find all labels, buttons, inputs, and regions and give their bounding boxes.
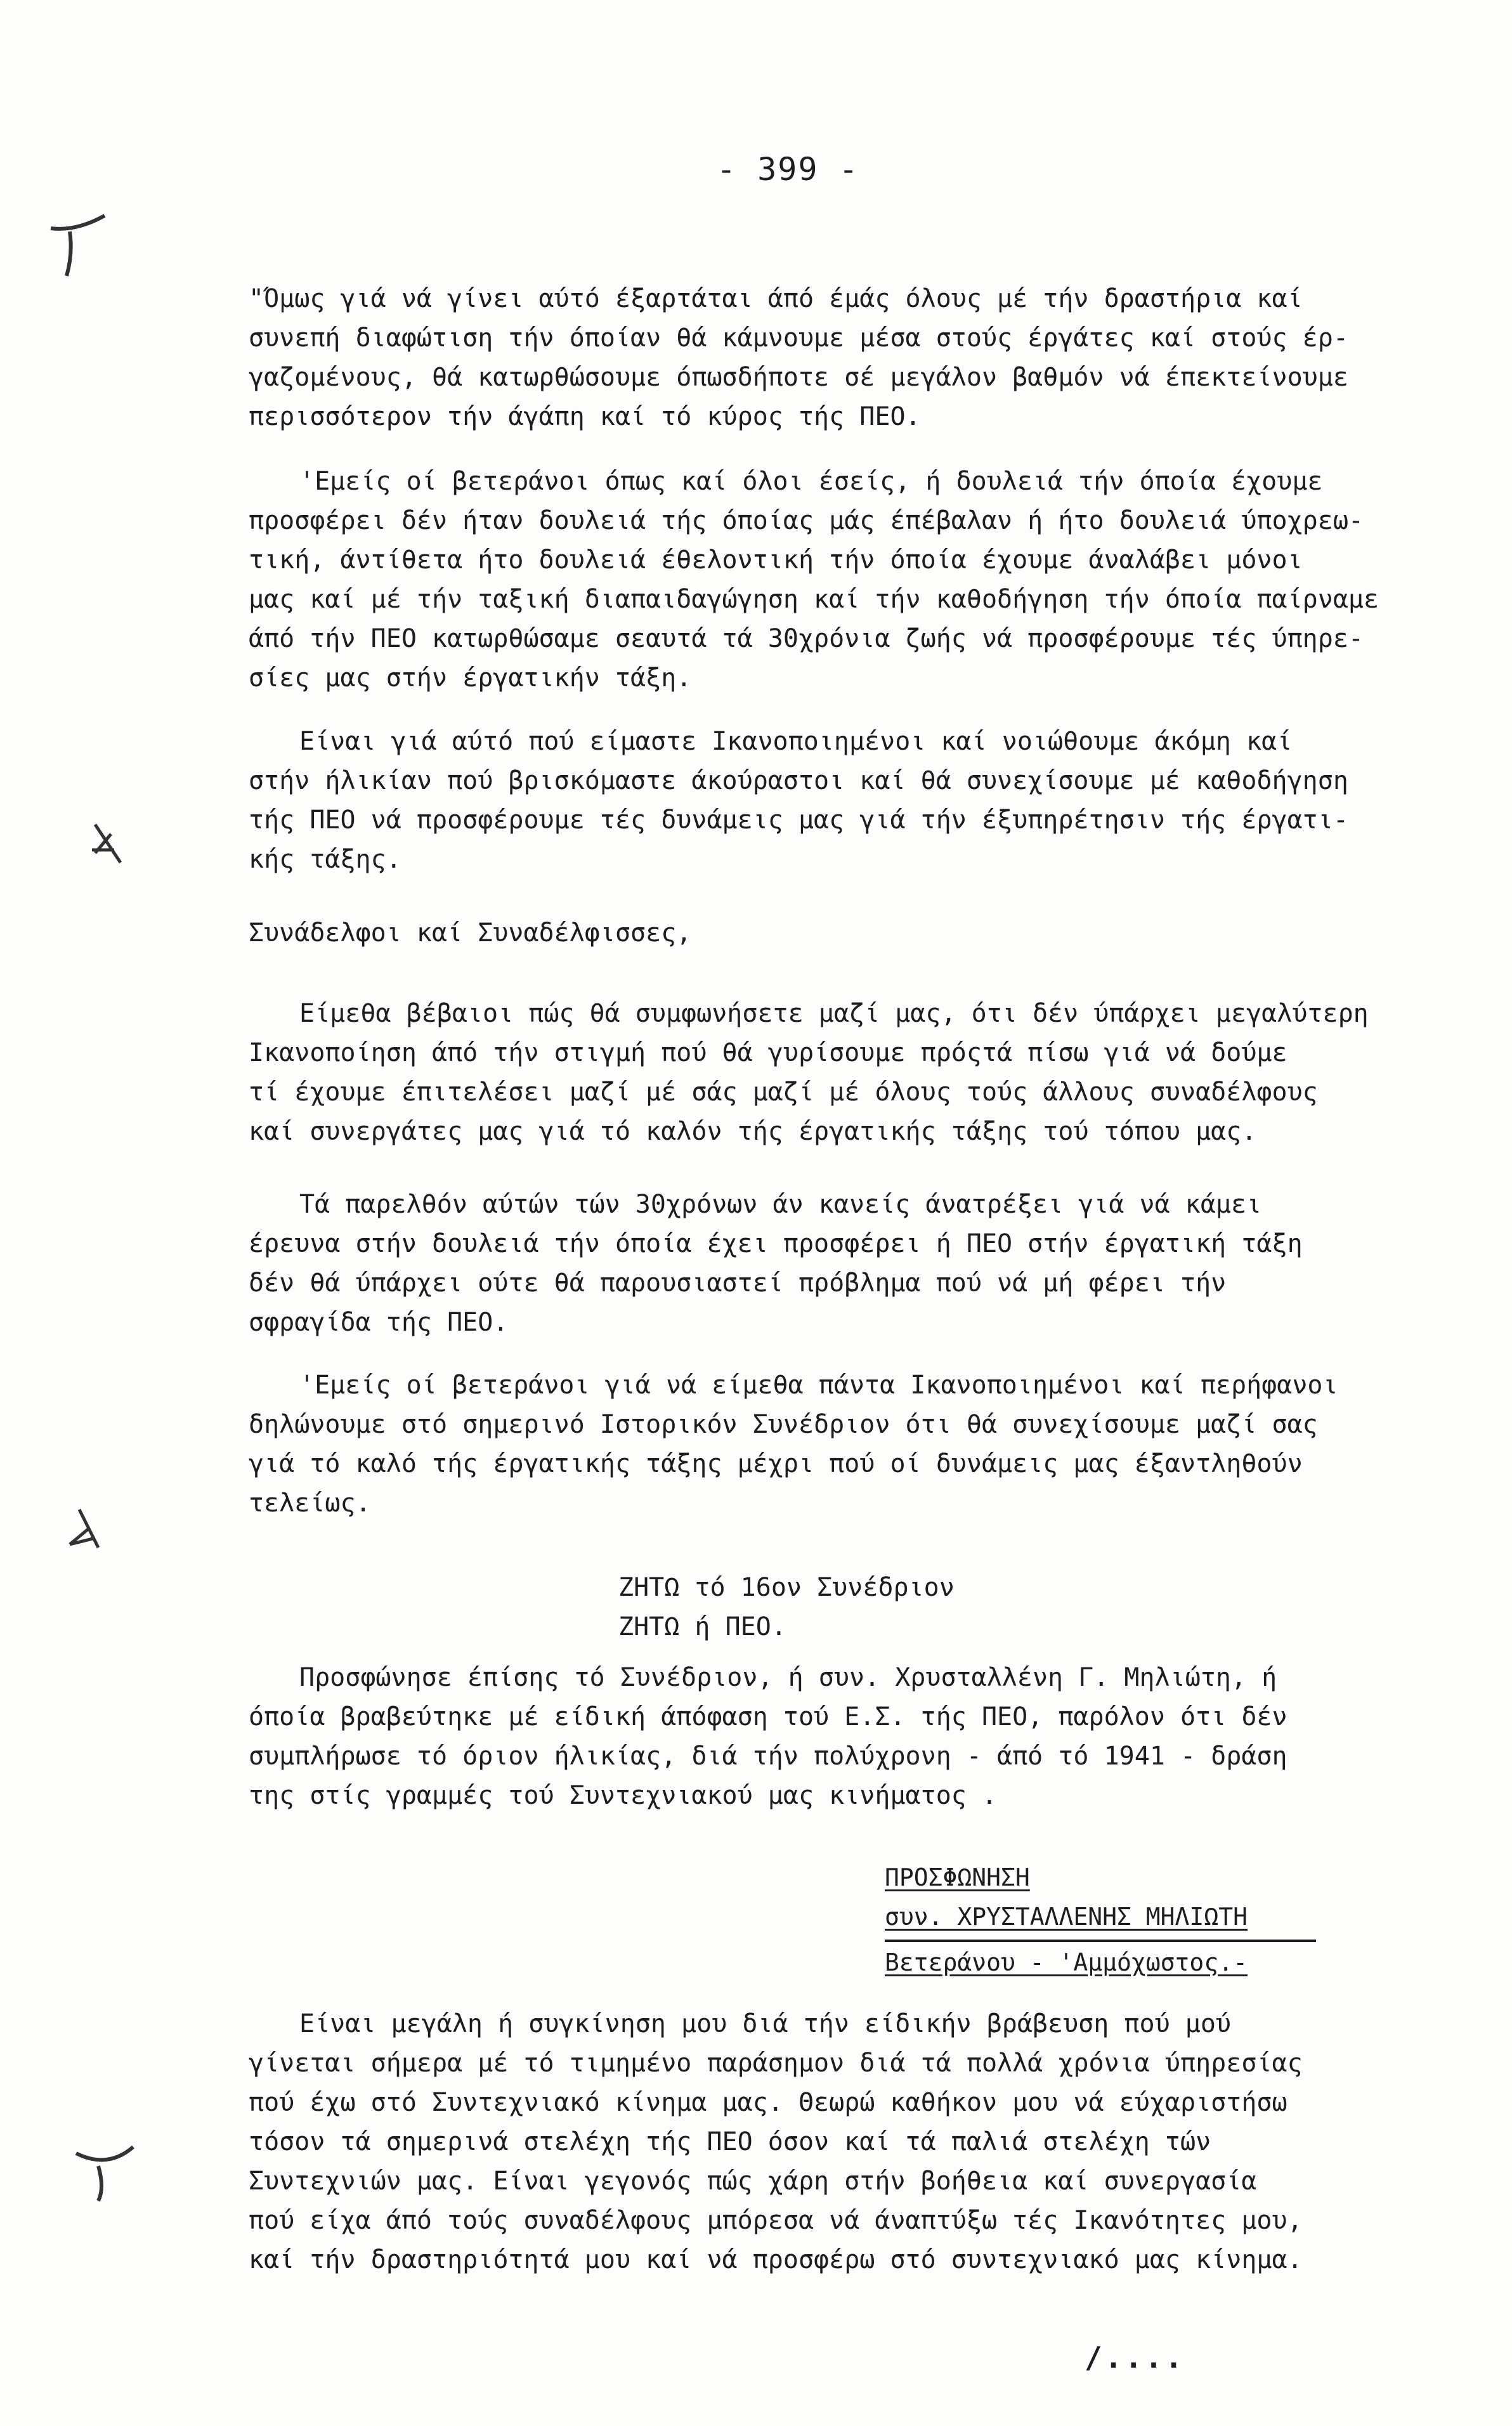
paragraph-8 (249, 1658, 1409, 1815)
margin-mark-icon (60, 1503, 111, 1554)
margin-mark-icon (44, 209, 121, 285)
paragraph-1 (249, 279, 1409, 436)
text-line: τελείως. (249, 1489, 371, 1518)
text-line: γιά τό καλό τής έργατικής τάξης μέχρι πού οί δυνάμεις μας έξαντληθούν (249, 1449, 1303, 1478)
margin-mark-icon (82, 818, 133, 869)
paragraph-9 (249, 2004, 1409, 2279)
text-line: τής ΠΕΟ νά προσφέρουμε τές δυνάμεις μας γιά τήν έξυπηρέτησιν τής έργατι- (249, 805, 1348, 835)
text-line: Προσφώνησε έπίσης τό Συνέδριον, ή συν. Χρυσταλλένη Γ. Μηλιώτη, ή (299, 1663, 1277, 1692)
signature-rule (885, 1940, 1316, 1942)
text-line: Συνάδελφοι καί Συναδέλφισσες, (249, 918, 692, 948)
text-line: άπό τήν ΠΕΟ κατωρθώσαμε σεαυτά τά 30χρόνια ζωής νά προσφέρουμε τές ύπηρε- (249, 624, 1364, 653)
text-line: "Όμως γιά νά γίνει αύτό έξαρτάται άπό έμάς όλους μέ τήν δραστήρια καί (249, 284, 1303, 313)
text-line: Είναι μεγάλη ή συγκίνηση μου διά τήν είδικήν βράβευση πού μού (299, 2009, 1232, 2038)
text-line: πού είχα άπό τούς συναδέλφους μπόρεσα νά άναπτύξω τές Ικανότητες μου, (249, 2206, 1303, 2235)
paragraph-5 (249, 994, 1409, 1151)
signature-heading: ΠΡΟΣΦΩΝΗΣΗ (885, 1863, 1030, 1891)
margin-mark-icon (70, 2137, 140, 2207)
text-line: στήν ήλικίαν πού βρισκόμαστε άκούραστοι καί θά συνεχίσουμε μέ καθοδήγηση (249, 766, 1348, 795)
text-line: της στίς γραμμές τού Συντεχνιακού μας κινήματος . (249, 1781, 998, 1810)
text-line: γαζομένους, θά κατωρθώσουμε όπωσδήποτε σέ μεγάλον βαθμόν νά έπεκτείνουμε (249, 363, 1348, 392)
text-line: μας καί μέ τήν ταξική διαπαιδαγώγηση καί τήν καθοδήγηση τήν όποία παίρναμε (249, 585, 1379, 614)
paragraph-6 (249, 1185, 1409, 1342)
slogan-line: ΖΗΤΩ τό 16ον Συνέδριον (618, 1573, 955, 1602)
text-line: σίες μας στήν έργατικήν τάξη. (249, 663, 692, 693)
text-line: κής τάξης. (249, 845, 401, 874)
text-line: όποία βραβεύτηκε μέ είδική άπόφαση τού Ε.Σ. τής ΠΕΟ, παρόλον ότι δέν (249, 1702, 1287, 1731)
continuation-mark: /.... (1085, 2340, 1185, 2375)
text-line: Τά παρελθόν αύτών τών 30χρόνων άν κανείς άνατρέξει γιά νά κάμει (299, 1190, 1262, 1219)
text-line: σφραγίδα τής ΠΕΟ. (249, 1308, 509, 1337)
page-number: - 399 - (717, 151, 859, 188)
signature-role: Βετεράνου - 'Αμμόχωστος.- (885, 1948, 1248, 1976)
signature-name: συν. ΧΡΥΣΤΑΛΛΕΝΗΣ ΜΗΛΙΩΤΗ (885, 1903, 1248, 1931)
text-line: Ικανοποίηση άπό τήν στιγμή πού θά γυρίσουμε πρόςτά πίσω γιά νά δούμε (249, 1038, 1287, 1067)
text-line: 'Εμείς οί βετεράνοι γιά νά είμεθα πάντα Ικανοποιημένοι καί περήφανοι (299, 1371, 1338, 1400)
paragraph-3 (249, 722, 1409, 879)
text-line: συνεπή διαφώτιση τήν όποίαν θά κάμνουμε μέσα στούς έργάτες καί στούς έρ- (249, 323, 1348, 353)
text-line: έρευνα στήν δουλειά τήν όποία έχει προσφέρει ή ΠΕΟ στήν έργατική τάξη (249, 1229, 1303, 1258)
text-line: τική, άντίθετα ήτο δουλειά έθελοντική τήν όποία έχουμε άναλάβει μόνοι (249, 545, 1303, 575)
text-line: περισσότερον τήν άγάπη καί τό κύρος τής ΠΕΟ. (249, 402, 921, 431)
text-line: Είμεθα βέβαιοι πώς θά συμφωνήσετε μαζί μας, ότι δέν ύπάρχει μεγαλύτερη (299, 999, 1369, 1028)
text-line: Είναι γιά αύτό πού είμαστε Ικανοποιημένοι καί νοιώθουμε άκόμη καί (299, 727, 1293, 756)
salutation (249, 913, 1409, 953)
text-line: συμπλήρωσε τό όριον ήλικίας, διά τήν πολύχρονη - άπό τό 1941 - δράση (249, 1742, 1287, 1771)
text-line: προσφέρει δέν ήταν δουλειά τής όποίας μάς έπέβαλαν ή ήτο δουλειά ύποχρεω- (249, 506, 1364, 535)
text-line: 'Εμείς οί βετεράνοι όπως καί όλοι έσείς, ή δουλειά τήν όποία έχουμε (299, 467, 1323, 496)
paragraph-2 (249, 462, 1409, 698)
slogan-line: ΖΗΤΩ ή ΠΕΟ. (618, 1612, 786, 1641)
text-line: τί έχουμε έπιτελέσει μαζί μέ σάς μαζί μέ όλους τούς άλλους συναδέλφους (249, 1078, 1318, 1107)
paragraph-7 (249, 1366, 1409, 1523)
text-line: δέν θά ύπάρχει ούτε θά παρουσιαστεί πρόβλημα πού νά μή φέρει τήν (249, 1268, 1227, 1298)
text-line: τόσον τά σημερινά στελέχη τής ΠΕΟ όσον καί τά παλιά στελέχη τών (249, 2127, 1211, 2156)
text-line: Συντεχνιών μας. Είναι γεγονός πώς χάρη στήν βοήθεια καί συνεργασία (249, 2167, 1257, 2196)
text-line: καί τήν δραστηριότητά μου καί νά προσφέρω στό συντεχνιακό μας κίνημα. (249, 2245, 1303, 2274)
text-line: καί συνεργάτες μας γιά τό καλόν τής έργατικής τάξης τού τόπου μας. (249, 1117, 1257, 1146)
text-line: πού έχω στό Συντεχνιακό κίνημα μας. Θεωρώ καθήκον μου νά εύχαριστήσω (249, 2088, 1287, 2117)
text-line: δηλώνουμε στό σημερινό Ιστορικόν Συνέδριον ότι θά συνεχίσουμε μαζί σας (249, 1410, 1318, 1439)
text-line: γίνεται σήμερα μέ τό τιμημένο παράσημον διά τά πολλά χρόνια ύπηρεσίας (249, 2049, 1303, 2078)
